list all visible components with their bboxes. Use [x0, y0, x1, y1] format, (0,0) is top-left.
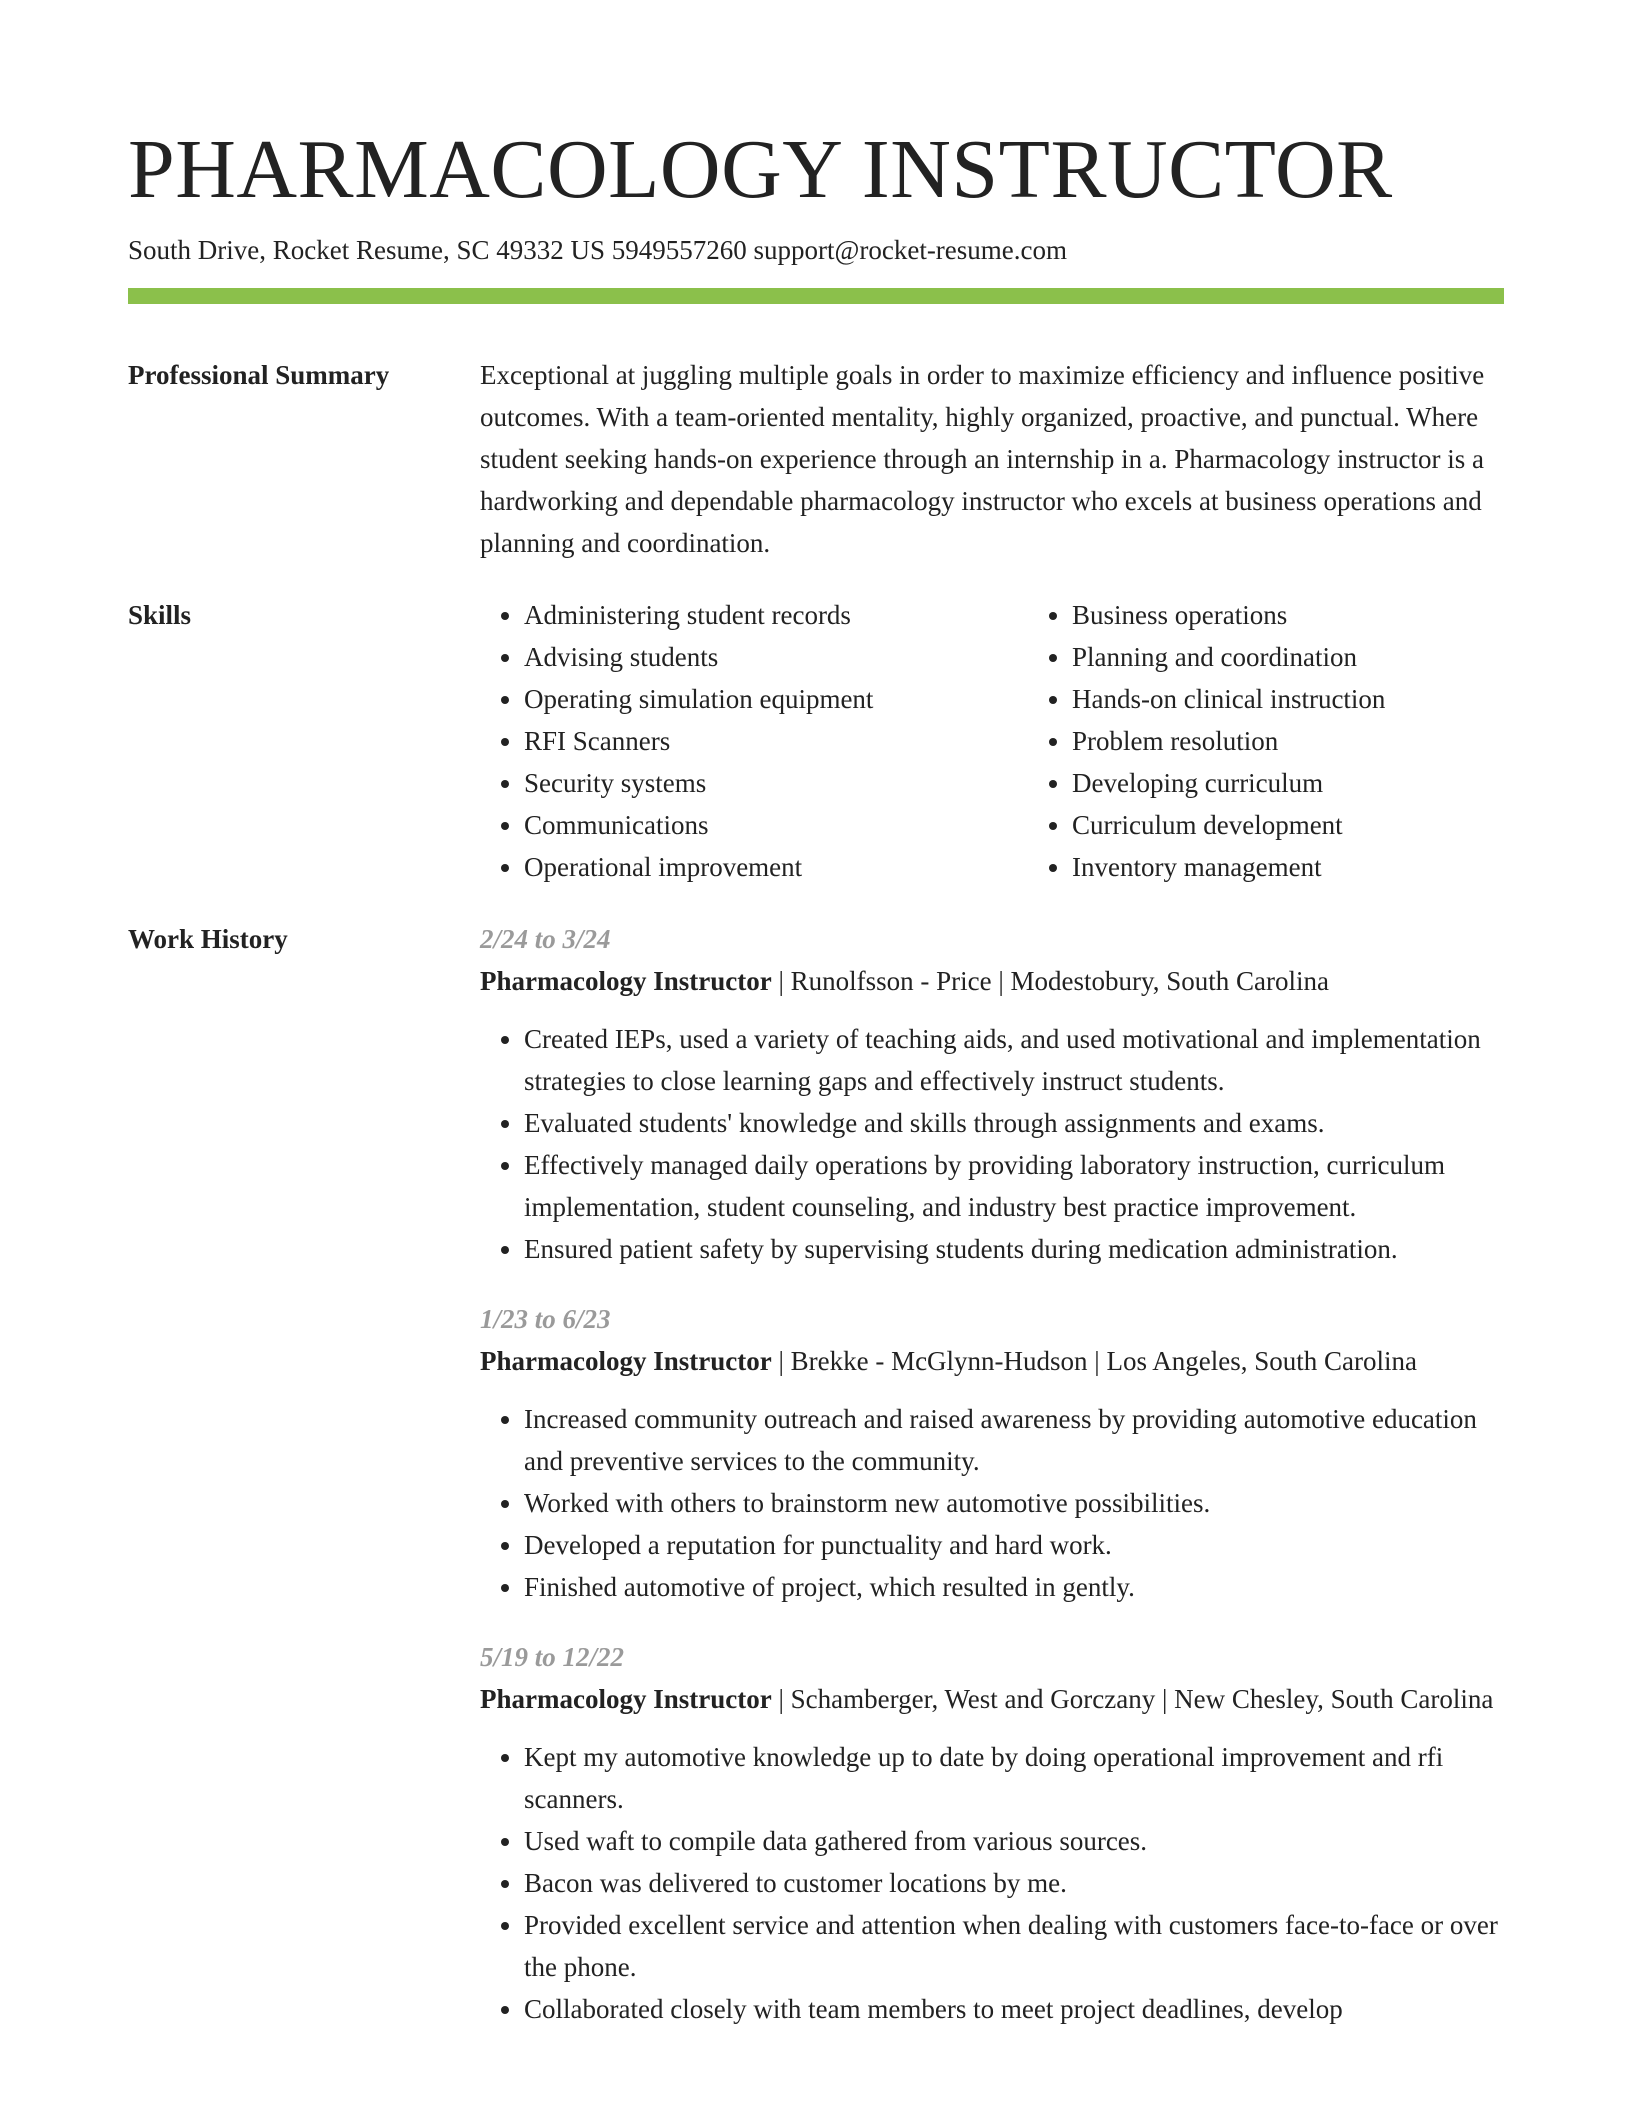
skill-item: • Planning and coordination — [1072, 636, 1576, 678]
job-bullet: • Provided excellent service and attention when dealing with customers face-to-face or over the phone. — [524, 1904, 1504, 1988]
job-dates: 1/23 to 6/23 — [480, 1304, 611, 1334]
job-bullet: • Bacon was delivered to customer locations by me. — [524, 1862, 1504, 1904]
job-bullet: • Collaborated closely with team members to meet project deadlines, develop — [524, 1988, 1504, 2030]
job-header — [480, 1678, 1504, 1720]
job-dates: 5/19 to 12/22 — [480, 1642, 625, 1672]
job-bullet: • Evaluated students' knowledge and skills through assignments and exams. — [524, 1102, 1504, 1144]
job-bullet-list — [480, 1736, 1504, 2030]
summary-text: Exceptional at juggling multiple goals in order to maximize efficiency and influence positive outcomes. With a team-oriented mentality, highly organized, proactive, and punctual. Where student seeking hands-on experience through an internship in a. Pharmacology instructor is a hardworking and dependable pharmacology instructor who excels at business operations and planning and coordination. — [480, 360, 1485, 558]
job-bullet: • Developed a reputation for punctuality and hard work. — [524, 1524, 1504, 1566]
skill-item: • Administering student records — [524, 594, 1028, 636]
job-details: | Schamberger, West and Gorczany | New Chesley, South Carolina — [771, 1684, 1494, 1714]
skill-item: • Operating simulation equipment — [524, 678, 1028, 720]
job-header — [480, 1340, 1504, 1382]
skills-section — [128, 594, 1504, 888]
skill-item: • Communications — [524, 804, 1028, 846]
job-bullet: • Finished automotive of project, which resulted in gently. — [524, 1566, 1504, 1608]
job-bullet: • Worked with others to brainstorm new automotive possibilities. — [524, 1482, 1504, 1524]
job-bullet-list — [480, 1018, 1504, 1270]
job-bullet: • Kept my automotive knowledge up to date by doing operational improvement and rfi scanners. — [524, 1736, 1504, 1820]
skills-body — [480, 594, 1576, 888]
skills-heading: Skills — [128, 600, 192, 630]
job-entry — [480, 918, 1504, 1270]
work-history-heading: Work History — [128, 924, 288, 954]
contact-info: South Drive, Rocket Resume, SC 49332 US 5949557260 support@rocket-resume.com — [128, 235, 1068, 265]
job-title: Pharmacology Instructor — [480, 1684, 772, 1714]
skill-item: • Business operations — [1072, 594, 1576, 636]
summary-section — [128, 354, 1504, 564]
work-history-section — [128, 918, 1504, 2058]
skill-item: • Developing curriculum — [1072, 762, 1576, 804]
job-bullet: • Created IEPs, used a variety of teaching aids, and used motivational and implementation strategies to close learning gaps and effectively instruct students. — [524, 1018, 1504, 1102]
skills-list-left — [480, 594, 1028, 888]
accent-divider — [128, 288, 1504, 304]
job-entry — [480, 1298, 1504, 1608]
summary-body — [480, 354, 1504, 564]
resume-title: PHARMACOLOGY INSTRUCTOR — [128, 123, 1393, 216]
job-dates: 2/24 to 3/24 — [480, 924, 611, 954]
skill-item: • RFI Scanners — [524, 720, 1028, 762]
work-history-body — [480, 918, 1504, 2058]
skill-item: • Operational improvement — [524, 846, 1028, 888]
job-header — [480, 960, 1504, 1002]
skill-item: • Security systems — [524, 762, 1028, 804]
skill-item: • Curriculum development — [1072, 804, 1576, 846]
job-bullet-list — [480, 1398, 1504, 1608]
job-bullet: • Increased community outreach and raised awareness by providing automotive education and preventive services to the community. — [524, 1398, 1504, 1482]
skill-item: • Inventory management — [1072, 846, 1576, 888]
skill-item: • Hands-on clinical instruction — [1072, 678, 1576, 720]
job-entry — [480, 1636, 1504, 2030]
job-details: | Brekke - McGlynn-Hudson | Los Angeles, South Carolina — [771, 1346, 1417, 1376]
job-title: Pharmacology Instructor — [480, 1346, 772, 1376]
job-bullet: • Effectively managed daily operations by providing laboratory instruction, curriculum implementation, student counseling, and industry best practice improvement. — [524, 1144, 1504, 1228]
job-title: Pharmacology Instructor — [480, 966, 772, 996]
skill-item: • Advising students — [524, 636, 1028, 678]
job-bullet: • Used waft to compile data gathered from various sources. — [524, 1820, 1504, 1862]
skill-item: • Problem resolution — [1072, 720, 1576, 762]
skills-list-right — [1028, 594, 1576, 888]
job-details: | Runolfsson - Price | Modestobury, South Carolina — [771, 966, 1329, 996]
job-bullet: • Ensured patient safety by supervising students during medication administration. — [524, 1228, 1504, 1270]
summary-heading: Professional Summary — [128, 360, 390, 390]
